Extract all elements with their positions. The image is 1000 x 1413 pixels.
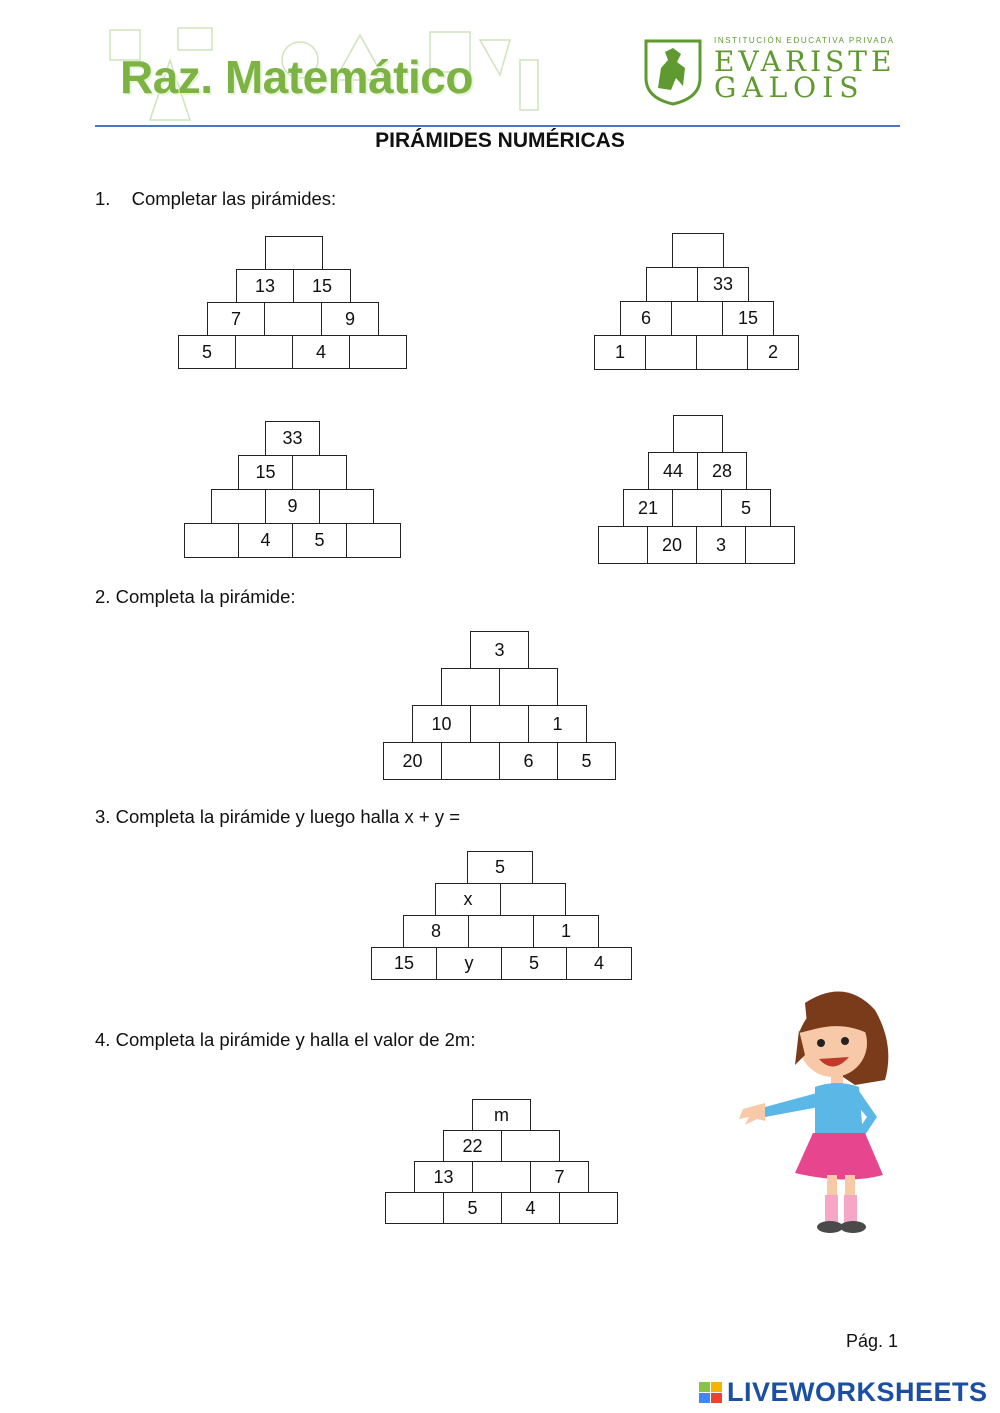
pyramid-empty-cell[interactable] xyxy=(441,742,500,780)
pyramid-empty-cell[interactable] xyxy=(646,267,698,302)
pyramid-empty-cell[interactable] xyxy=(673,415,723,453)
pyramid-cell: 7 xyxy=(207,302,265,336)
pyramid-empty-cell[interactable] xyxy=(346,523,401,558)
page-title: PIRÁMIDES NUMÉRICAS xyxy=(375,129,625,152)
pyramid-cell: 5 xyxy=(443,1192,502,1224)
pyramid-empty-cell[interactable] xyxy=(235,335,293,369)
pyramid-empty-cell[interactable] xyxy=(745,526,795,564)
pyramid-empty-cell[interactable] xyxy=(292,455,347,490)
pyramid-cell: 5 xyxy=(557,742,616,780)
pyramid-cell: 5 xyxy=(178,335,236,369)
pyramid-cell: 21 xyxy=(623,489,673,527)
pyramid-cell: 22 xyxy=(443,1130,502,1162)
pyramid-empty-cell[interactable] xyxy=(264,302,322,336)
pyramid-empty-cell[interactable] xyxy=(319,489,374,524)
pyramid-empty-cell[interactable] xyxy=(441,668,500,706)
subject-title: Raz. Matemático xyxy=(120,51,473,103)
pyramid-empty-cell[interactable] xyxy=(499,668,558,706)
pyramid-cell: 20 xyxy=(647,526,697,564)
pyramid-empty-cell[interactable] xyxy=(211,489,266,524)
question-1-number: 1. xyxy=(95,188,111,209)
pyramid-cell: 5 xyxy=(292,523,347,558)
pyramid-empty-cell[interactable] xyxy=(385,1192,444,1224)
question-3-text: Completa la pirámide y luego halla x + y = xyxy=(115,806,461,827)
pyramid-cell: 9 xyxy=(321,302,379,336)
pyramid-empty-cell[interactable] xyxy=(265,236,323,270)
pyramid-cell: 1 xyxy=(528,705,587,743)
pyramid-empty-cell[interactable] xyxy=(559,1192,618,1224)
liveworksheets-logo-icon xyxy=(698,1381,724,1405)
girl-illustration xyxy=(735,985,900,1240)
pyramid-cell: 7 xyxy=(530,1161,589,1193)
pyramid-empty-cell[interactable] xyxy=(645,335,697,370)
pyramid-cell: m xyxy=(472,1099,531,1131)
pyramid-cell: 1 xyxy=(594,335,646,370)
pyramid-cell: 8 xyxy=(403,915,469,948)
pyramid-empty-cell[interactable] xyxy=(672,489,722,527)
pyramid-cell: 13 xyxy=(414,1161,473,1193)
pyramid-cell: 9 xyxy=(265,489,320,524)
pyramid-empty-cell[interactable] xyxy=(470,705,529,743)
pyramid-cell: 5 xyxy=(501,947,567,980)
pyramid-cell: 4 xyxy=(292,335,350,369)
school-name-line2: GALOIS xyxy=(714,71,865,104)
pyramid-cell: 3 xyxy=(696,526,746,564)
pyramid-cell: 15 xyxy=(238,455,293,490)
school-crest-icon xyxy=(643,38,703,106)
pyramid-cell: 6 xyxy=(499,742,558,780)
pyramid-cell: 5 xyxy=(467,851,533,884)
question-4-number: 4. xyxy=(95,1029,111,1050)
liveworksheets-brand: LIVEWORKSHEETS xyxy=(727,1377,988,1407)
pyramid-cell: x xyxy=(435,883,501,916)
pyramid-cell: 10 xyxy=(412,705,471,743)
pyramid-cell: 5 xyxy=(721,489,771,527)
pyramid-cell: 6 xyxy=(620,301,672,336)
question-3-number: 3. xyxy=(95,806,111,827)
question-2-text: Completa la pirámide: xyxy=(115,586,296,607)
pyramid-cell: y xyxy=(436,947,502,980)
pyramid-cell: 2 xyxy=(747,335,799,370)
pyramid-empty-cell[interactable] xyxy=(349,335,407,369)
question-4-text: Completa la pirámide y halla el valor de 2m: xyxy=(115,1029,476,1050)
pyramid-cell: 3 xyxy=(470,631,529,669)
pyramid-empty-cell[interactable] xyxy=(184,523,239,558)
school-subtitle: INSTITUCIÓN EDUCATIVA PRIVADA xyxy=(714,36,895,45)
pyramid-empty-cell[interactable] xyxy=(672,233,724,268)
question-3 xyxy=(95,806,460,828)
pyramid-cell: 33 xyxy=(265,421,320,456)
question-2 xyxy=(95,586,296,608)
pyramid-cell: 44 xyxy=(648,452,698,490)
school-name-line1: EVARISTE xyxy=(714,45,896,78)
pyramid-empty-cell[interactable] xyxy=(696,335,748,370)
pyramid-cell: 4 xyxy=(566,947,632,980)
question-2-number: 2. xyxy=(95,586,111,607)
pyramid-empty-cell[interactable] xyxy=(500,883,566,916)
header-rule xyxy=(95,125,900,127)
pyramid-cell: 20 xyxy=(383,742,442,780)
question-1-text: Completar las pirámides: xyxy=(131,188,337,209)
pyramid-cell: 28 xyxy=(697,452,747,490)
page-number: Pág. 1 xyxy=(846,1331,899,1351)
pyramid-cell: 15 xyxy=(722,301,774,336)
pyramid-empty-cell[interactable] xyxy=(501,1130,560,1162)
pyramid-cell: 4 xyxy=(501,1192,560,1224)
pyramid-cell: 1 xyxy=(533,915,599,948)
pyramid-cell: 13 xyxy=(236,269,294,303)
question-1 xyxy=(95,188,336,210)
pyramid-empty-cell[interactable] xyxy=(598,526,648,564)
pyramid-empty-cell[interactable] xyxy=(671,301,723,336)
pyramid-cell: 33 xyxy=(697,267,749,302)
pyramid-empty-cell[interactable] xyxy=(468,915,534,948)
pyramid-cell: 15 xyxy=(293,269,351,303)
question-4 xyxy=(95,1029,475,1051)
pyramid-empty-cell[interactable] xyxy=(472,1161,531,1193)
pyramid-cell: 4 xyxy=(238,523,293,558)
pyramid-cell: 15 xyxy=(371,947,437,980)
